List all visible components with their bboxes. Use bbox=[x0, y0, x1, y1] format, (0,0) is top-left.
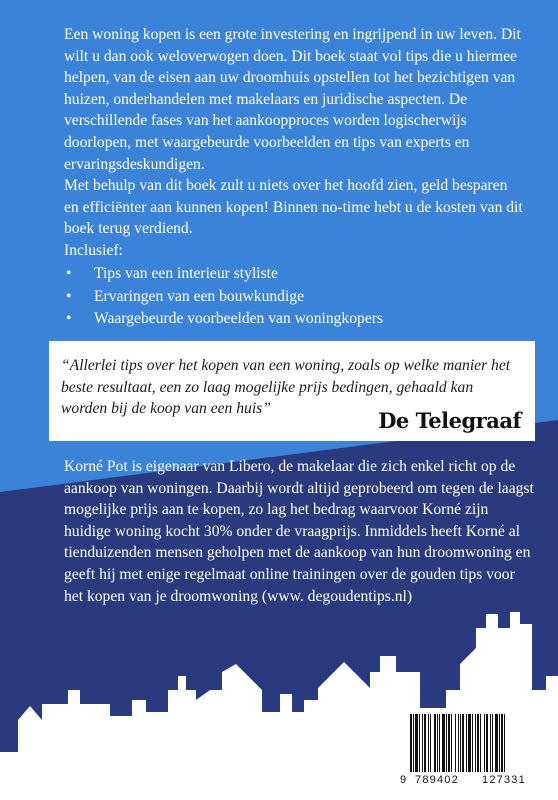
bullet-icon: • bbox=[66, 310, 72, 328]
barcode-bar bbox=[410, 714, 412, 772]
list-item: • Waargebeurde voorbeelden van woningkopers bbox=[64, 308, 524, 331]
barcode-bar bbox=[437, 714, 438, 772]
barcode-bar bbox=[504, 714, 505, 772]
inclusief-list bbox=[64, 263, 524, 331]
barcode-bar bbox=[446, 714, 447, 772]
barcode-bar bbox=[434, 714, 436, 772]
barcode-bar bbox=[451, 714, 452, 772]
barcode-bar bbox=[455, 714, 456, 772]
inclusief-heading: Inclusief: bbox=[64, 242, 123, 259]
barcode-bar bbox=[468, 714, 471, 772]
barcode-bar bbox=[448, 714, 450, 772]
barcode-bar bbox=[424, 714, 426, 772]
inclusief-section bbox=[64, 240, 524, 331]
barcode-digits bbox=[396, 774, 554, 788]
barcode-first-digit: 9 bbox=[400, 774, 407, 786]
barcode-bar bbox=[484, 714, 485, 772]
barcode-bar bbox=[486, 714, 488, 772]
barcode-bar bbox=[442, 714, 445, 772]
barcode-bar bbox=[462, 714, 464, 772]
author-bio: Korné Pot is eigenaar van Libero, de makelaar die zich enkel richt op de aankoop van woningen. Daarbij wordt altijd geprobeerd om tegen de laagst mogelijke prijs aan te kopen, zo lag het bedrag waarvoor Korné zijn huidige woning kocht 30% onder de vraagprijs. Inmiddels heeft Korné al tienduizenden mensen geholpen met de aankoop van hun droomwoning en geeft hij met enige regelmaat online trainingen over de gouden tips voor het kopen van je droomwoning (www. degoudentips.nl) bbox=[64, 458, 534, 605]
list-item: • Ervaringen van een bouwkundige bbox=[64, 286, 524, 309]
barcode-bar bbox=[419, 714, 420, 772]
barcode-bar bbox=[439, 714, 440, 772]
bullet-icon: • bbox=[66, 264, 72, 282]
barcode-right-group: 127331 bbox=[482, 774, 526, 786]
review-quote-text: “Allerlei tips over het kopen van een woning, zoals op welke manier het beste resultaat, een zo laag mogelijke prijs bedingen, gehaald kan worden bij de koop van een huis” bbox=[61, 357, 511, 418]
barcode-bar bbox=[475, 714, 476, 772]
barcode-bar bbox=[428, 714, 429, 772]
back-cover-blurb bbox=[64, 24, 526, 240]
barcode-bar bbox=[472, 714, 473, 772]
list-item: • Tips van een interieur styliste bbox=[64, 263, 524, 286]
barcode-bar bbox=[415, 714, 418, 772]
blurb-paragraph-1: Een woning kopen is een grote investering en ingrijpend in uw leven. Dit wilt u dan ook weloverwogen doen. Dit boek staat vol tips die u hiermee helpen, van de eisen aan uw droomhuis opstellen tot het bezichtigen van huizen, onderhandelen met makelaars en juridische aspecten. De verschillende fases van het aankoopproces worden logischerwijs doorlopen, met waargebeurde voorbeelden en tips van experts en ervaringsdeskundigen. bbox=[64, 26, 521, 173]
barcode-bar bbox=[499, 714, 500, 772]
barcode-bar bbox=[460, 714, 461, 772]
blurb-paragraph-2: Met behulp van dit boek zult u niets over het hoofd zien, geld besparen en efficiënter aan kunnen kopen! Binnen no-time hebt u de kosten van dit boek terug verdiend. bbox=[64, 177, 523, 238]
barcode-bar bbox=[422, 714, 423, 772]
barcode-bar bbox=[477, 714, 479, 772]
barcode-bar bbox=[413, 714, 414, 772]
barcode-bars bbox=[396, 714, 554, 776]
barcode-bar bbox=[495, 714, 498, 772]
barcode-bar bbox=[501, 714, 503, 772]
review-quote-box bbox=[49, 341, 535, 441]
isbn-barcode bbox=[396, 710, 554, 792]
barcode-bar bbox=[466, 714, 467, 772]
barcode-bar bbox=[480, 714, 481, 772]
barcode-left-group: 789402 bbox=[415, 774, 459, 786]
telegraaf-logo: De Telegraaf bbox=[378, 408, 521, 433]
barcode-bar bbox=[492, 714, 493, 772]
barcode-bar bbox=[458, 714, 459, 772]
bullet-icon: • bbox=[66, 287, 72, 305]
barcode-bar bbox=[490, 714, 491, 772]
barcode-bar bbox=[430, 714, 431, 772]
